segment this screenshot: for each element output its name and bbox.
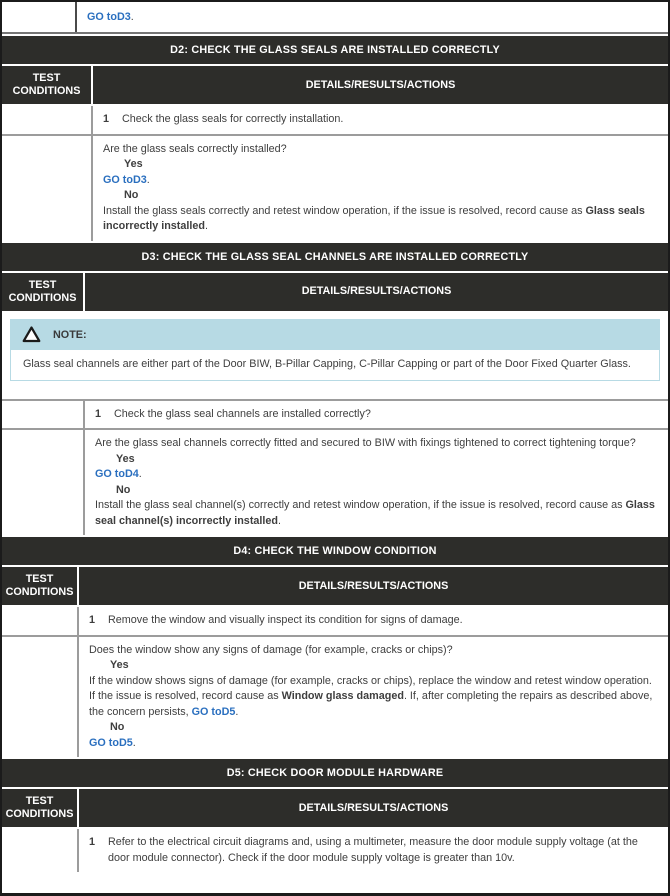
text-segment: Check the glass seal channels are installed correctly? <box>114 407 371 420</box>
test-conditions-header: TEST CONDITIONS <box>2 66 93 104</box>
text-segment: Glass seals incorrectly installed <box>103 204 645 232</box>
text-segment: Yes <box>116 452 135 465</box>
detail-line <box>103 204 660 235</box>
details-cell <box>77 2 668 32</box>
details-results-actions-header: DETAILS/RESULTS/ACTIONS <box>298 579 449 592</box>
text-segment: Yes <box>110 659 129 671</box>
section-title-d3: D3: CHECK THE GLASS SEAL CHANNELS ARE INSTALLED CORRECTLY <box>2 241 668 273</box>
test-conditions-cell <box>2 136 93 241</box>
text-segment: . <box>146 173 150 186</box>
text-segment: . <box>130 11 134 23</box>
table-row <box>2 635 668 758</box>
details-results-actions-header: DETAILS/RESULTS/ACTIONS <box>298 801 449 814</box>
test-conditions-cell <box>2 2 77 32</box>
column-header-row-d5 <box>2 789 668 829</box>
text-segment: Are the glass seals correctly installed? <box>103 142 287 155</box>
column-header-row-d3 <box>2 273 668 313</box>
details-cell <box>79 829 668 872</box>
note-label: NOTE: <box>53 328 87 341</box>
section-title-d2: D2: CHECK THE GLASS SEALS ARE INSTALLED CORRECTLY <box>2 34 668 66</box>
section-d5 <box>2 757 668 872</box>
text-segment: Check the glass seals for correctly installation. <box>122 113 344 125</box>
detail-line <box>103 173 660 189</box>
text-segment: Window glass damaged <box>281 690 404 702</box>
details-cell <box>85 401 668 429</box>
step-number: 1 <box>95 407 102 420</box>
details-results-actions-header: DETAILS/RESULTS/ACTIONS <box>305 78 456 91</box>
column-header-row-d4 <box>2 567 668 607</box>
table-row <box>2 134 668 241</box>
text-segment: Install the glass seal channel(s) correctly and retest window operation, if the issue is resolved, record cause as <box>95 499 626 511</box>
text-segment: . <box>205 220 209 232</box>
text-segment: Are the glass seal channels correctly fitted and secured to BIW with fixings tightened to correct tightening torque? <box>95 437 636 449</box>
answer-option <box>103 188 660 204</box>
test-conditions-header: TEST CONDITIONS <box>2 273 85 311</box>
detail-line <box>89 736 660 752</box>
text-segment: . <box>235 705 239 718</box>
text-segment: Does the window show any signs of damage (for example, cracks or chips)? <box>89 643 453 656</box>
section-d2 <box>2 34 668 241</box>
go-to-d5-link[interactable]: GO toD5 <box>191 705 236 718</box>
step-number: 1 <box>89 836 96 848</box>
note-row <box>2 313 668 399</box>
answer-option <box>89 658 660 674</box>
table-row <box>2 399 668 429</box>
text-segment: Remove the window and visually inspect its condition for signs of damage. <box>108 614 463 626</box>
step-text <box>108 835 660 866</box>
detail-line <box>89 643 660 659</box>
answer-option <box>95 452 660 468</box>
note-text: Glass seal channels are either part of the Door BIW, B-Pillar Capping, C-Pillar Capping or part of the Door Fixed Quarter Glass. <box>11 350 659 380</box>
table-row <box>2 607 668 635</box>
step-number: 1 <box>103 113 110 125</box>
step-text <box>108 613 660 629</box>
detail-line <box>89 674 660 721</box>
test-conditions-cell <box>2 637 79 758</box>
text-segment: . <box>278 514 282 527</box>
note-icon <box>21 325 42 344</box>
test-conditions-cell <box>2 106 93 134</box>
table-row <box>2 2 668 34</box>
table-row <box>2 106 668 134</box>
text-segment: No <box>116 483 131 496</box>
detail-line <box>95 467 660 483</box>
test-conditions-cell <box>2 401 85 429</box>
text-segment: . If, after completing the repairs as described above, the concern persists, <box>89 690 653 718</box>
text-segment: . <box>138 468 142 480</box>
go-to-d3-link[interactable]: GO toD3 <box>103 173 147 186</box>
sections-container <box>2 34 668 872</box>
text-segment: Glass seal channel(s) incorrectly installed <box>95 499 655 527</box>
text-segment: Yes <box>124 158 143 170</box>
details-results-actions-header: DETAILS/RESULTS/ACTIONS <box>301 285 452 297</box>
details-cell <box>85 430 668 535</box>
table-row <box>2 829 668 872</box>
text-segment: Install the glass seals correctly and retest window operation, if the issue is resolved, record cause as <box>103 204 586 217</box>
go-to-d5-link[interactable]: GO toD5 <box>89 736 133 749</box>
test-conditions-cell <box>2 430 85 535</box>
text-segment: Refer to the electrical circuit diagrams and, using a multimeter, measure the door module supply voltage (at the door module connector). Check if the door module supply voltage is greater than 10v. <box>108 836 638 864</box>
section-d4 <box>2 535 668 757</box>
test-conditions-header: TEST CONDITIONS <box>2 789 79 827</box>
text-segment: No <box>110 721 125 733</box>
details-cell <box>79 607 668 635</box>
answer-option <box>89 720 660 736</box>
text-segment: No <box>124 189 139 201</box>
detail-line <box>95 436 660 452</box>
column-header-row-d2 <box>2 66 668 106</box>
detail-line <box>95 498 660 529</box>
section-d3 <box>2 241 668 536</box>
go-to-d4-link[interactable]: GO toD4 <box>95 468 139 480</box>
text-segment: . <box>132 736 136 749</box>
step-text <box>114 407 660 423</box>
step-number: 1 <box>89 614 96 626</box>
detail-line <box>103 142 660 158</box>
go-to-d3-link[interactable]: GO toD3 <box>87 11 131 23</box>
details-cell <box>79 637 668 758</box>
section-title-d5: D5: CHECK DOOR MODULE HARDWARE <box>2 757 668 789</box>
test-conditions-header: TEST CONDITIONS <box>2 567 79 605</box>
note-box <box>10 319 660 381</box>
details-cell <box>93 106 668 134</box>
table-row <box>2 428 668 535</box>
section-title-d4: D4: CHECK THE WINDOW CONDITION <box>2 535 668 567</box>
answer-option <box>95 483 660 499</box>
answer-option <box>103 157 660 173</box>
test-conditions-cell <box>2 607 79 635</box>
text-segment: If the window shows signs of damage (for example, cracks or chips), replace the window and retest window operation. If the issue is resolved, record cause as <box>89 674 652 702</box>
step-text <box>122 112 660 128</box>
note-header <box>11 320 659 350</box>
details-cell <box>93 136 668 241</box>
test-conditions-cell <box>2 829 79 872</box>
